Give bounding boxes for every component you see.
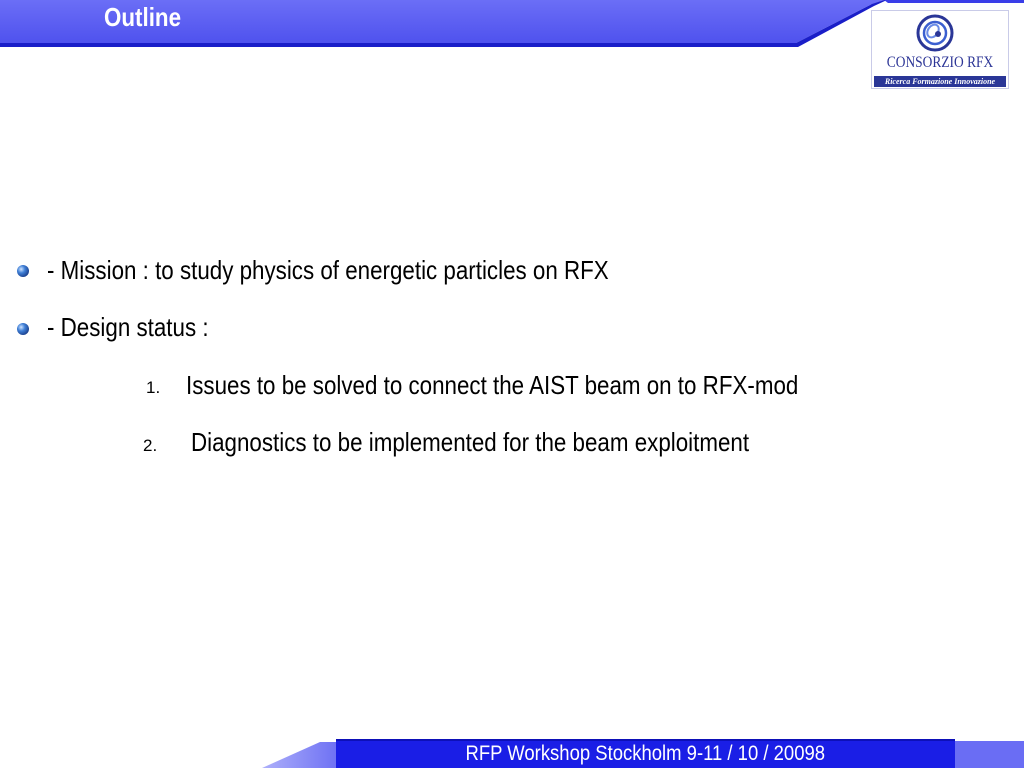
sub-item-issues: Issues to be solved to connect the AIST beam on to RFX-mod: [186, 370, 799, 400]
sub-item-number: 2.: [143, 436, 158, 455]
bullet-mission: - Mission : to study physics of energetic particles on RFX: [47, 255, 609, 285]
footer-text: [336, 742, 954, 766]
footer-wedge: [262, 742, 336, 768]
footer-band-top-line: [336, 739, 955, 741]
logo-emblem-icon: [916, 14, 954, 52]
sub-item-diagnostics: Diagnostics to be implemented for the beam exploitment: [191, 427, 750, 457]
consorzio-rfx-logo: [871, 10, 1009, 89]
footer-band-right: [955, 741, 1024, 768]
slide-title: Outline: [104, 2, 182, 32]
header-swoosh: [884, 0, 1024, 3]
bullet-design-status: - Design status :: [47, 312, 209, 342]
logo-tagline: Ricerca Formazione Innovazione: [874, 76, 1006, 87]
sub-item-number: 1.: [146, 378, 161, 397]
bullet-dot-icon: [16, 322, 30, 336]
logo-name: CONSORZIO RFX: [886, 54, 994, 71]
footer-label: RFP Workshop Stockholm 9-11 / 10 / 20098: [465, 742, 825, 765]
bullet-dot-icon: [16, 264, 30, 278]
